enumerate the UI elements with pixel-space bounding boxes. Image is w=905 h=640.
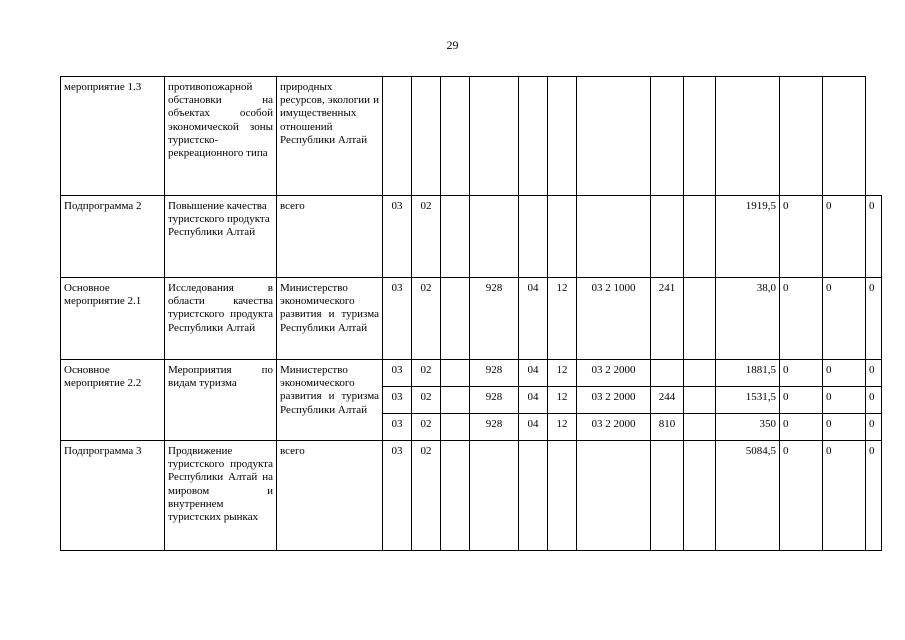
empty-cell bbox=[684, 414, 716, 441]
amount-cell: 1919,5 bbox=[716, 196, 780, 278]
value-cell: 0 bbox=[823, 196, 866, 278]
amount-cell bbox=[716, 77, 780, 196]
target-article-cell: 03 2 2000 bbox=[577, 360, 651, 387]
empty-cell bbox=[441, 196, 470, 278]
target-article-cell: 03 2 2000 bbox=[577, 414, 651, 441]
empty-cell bbox=[684, 278, 716, 360]
subsection-cell: 12 bbox=[548, 278, 577, 360]
subsection-cell bbox=[548, 441, 577, 551]
row-title: Повышение качества туристского продукта Республики Алтай bbox=[165, 196, 277, 278]
empty-cell bbox=[441, 441, 470, 551]
table-row bbox=[61, 77, 882, 196]
value-cell: 0 bbox=[780, 196, 823, 278]
table-row bbox=[61, 441, 882, 551]
rz-cell: 02 bbox=[412, 360, 441, 387]
amount-cell: 38,0 bbox=[716, 278, 780, 360]
rz-cell: 02 bbox=[412, 196, 441, 278]
value-cell: 0 bbox=[823, 360, 866, 387]
value-cell: 0 bbox=[866, 196, 882, 278]
target-article-cell: 03 2 1000 bbox=[577, 278, 651, 360]
target-article-cell bbox=[577, 77, 651, 196]
row-executor: Министерство экономического развития и туризма Республики Алтай bbox=[277, 278, 383, 360]
row-name: Основное мероприятие 2.1 bbox=[61, 278, 165, 360]
expense-type-cell bbox=[651, 360, 684, 387]
row-title: Исследования в области качества туристского продукта Республики Алтай bbox=[165, 278, 277, 360]
row-name: Подпрограмма 2 bbox=[61, 196, 165, 278]
section-cell bbox=[519, 77, 548, 196]
value-cell: 0 bbox=[823, 414, 866, 441]
value-cell: 0 bbox=[866, 441, 882, 551]
rz-cell bbox=[412, 77, 441, 196]
value-cell: 0 bbox=[780, 360, 823, 387]
grbs-cell bbox=[383, 77, 412, 196]
section-cell: 04 bbox=[519, 387, 548, 414]
table-row bbox=[61, 196, 882, 278]
row-title: Мероприятия по видам туризма bbox=[165, 360, 277, 441]
section-cell: 04 bbox=[519, 414, 548, 441]
value-cell: 0 bbox=[780, 414, 823, 441]
row-executor: всего bbox=[277, 441, 383, 551]
rz-cell: 02 bbox=[412, 278, 441, 360]
value-cell bbox=[780, 77, 823, 196]
empty-cell bbox=[441, 360, 470, 387]
subsection-cell: 12 bbox=[548, 360, 577, 387]
section-cell: 04 bbox=[519, 360, 548, 387]
rz-cell: 02 bbox=[412, 441, 441, 551]
empty-cell bbox=[441, 77, 470, 196]
code-cell bbox=[470, 77, 519, 196]
grbs-cell: 03 bbox=[383, 387, 412, 414]
section-cell: 04 bbox=[519, 278, 548, 360]
section-cell bbox=[519, 196, 548, 278]
expense-type-cell: 241 bbox=[651, 278, 684, 360]
empty-cell bbox=[441, 387, 470, 414]
value-cell: 0 bbox=[866, 360, 882, 387]
row-name: Подпрограмма 3 bbox=[61, 441, 165, 551]
code-cell: 928 bbox=[470, 278, 519, 360]
grbs-cell: 03 bbox=[383, 441, 412, 551]
value-cell: 0 bbox=[780, 441, 823, 551]
amount-cell: 350 bbox=[716, 414, 780, 441]
empty-cell bbox=[684, 196, 716, 278]
subsection-cell: 12 bbox=[548, 387, 577, 414]
rz-cell: 02 bbox=[412, 387, 441, 414]
target-article-cell bbox=[577, 196, 651, 278]
amount-cell: 1531,5 bbox=[716, 387, 780, 414]
subsection-cell: 12 bbox=[548, 414, 577, 441]
row-executor: всего bbox=[277, 196, 383, 278]
expense-type-cell bbox=[651, 441, 684, 551]
target-article-cell bbox=[577, 441, 651, 551]
value-cell bbox=[823, 77, 866, 196]
expense-type-cell: 244 bbox=[651, 387, 684, 414]
empty-cell bbox=[441, 414, 470, 441]
code-cell: 928 bbox=[470, 387, 519, 414]
empty-cell bbox=[684, 360, 716, 387]
row-name: Основное мероприятие 2.2 bbox=[61, 360, 165, 441]
code-cell: 928 bbox=[470, 360, 519, 387]
value-cell: 0 bbox=[866, 278, 882, 360]
row-executor: Министерство экономического развития и туризма Республики Алтай bbox=[277, 360, 383, 441]
subsection-cell bbox=[548, 196, 577, 278]
expense-type-cell bbox=[651, 196, 684, 278]
section-cell bbox=[519, 441, 548, 551]
amount-cell: 5084,5 bbox=[716, 441, 780, 551]
value-cell: 0 bbox=[780, 278, 823, 360]
subsection-cell bbox=[548, 77, 577, 196]
value-cell: 0 bbox=[823, 387, 866, 414]
empty-cell bbox=[684, 387, 716, 414]
rz-cell: 02 bbox=[412, 414, 441, 441]
table-row bbox=[61, 278, 882, 360]
expense-type-cell: 810 bbox=[651, 414, 684, 441]
page-number: 29 bbox=[446, 38, 459, 52]
value-cell: 0 bbox=[780, 387, 823, 414]
table-row bbox=[61, 360, 882, 387]
grbs-cell: 03 bbox=[383, 414, 412, 441]
code-cell: 928 bbox=[470, 414, 519, 441]
expense-type-cell bbox=[651, 77, 684, 196]
target-article-cell: 03 2 2000 bbox=[577, 387, 651, 414]
empty-cell bbox=[684, 77, 716, 196]
grbs-cell: 03 bbox=[383, 196, 412, 278]
value-cell: 0 bbox=[823, 278, 866, 360]
budget-table bbox=[60, 76, 882, 551]
code-cell bbox=[470, 196, 519, 278]
amount-cell: 1881,5 bbox=[716, 360, 780, 387]
code-cell bbox=[470, 441, 519, 551]
value-cell: 0 bbox=[823, 441, 866, 551]
value-cell: 0 bbox=[866, 387, 882, 414]
row-title: противопожарной обстановки на объектах особой экономической зоны туристско-рекреационного типа bbox=[165, 77, 277, 196]
row-executor: природных ресурсов, экологии и имущественных отношений Республики Алтай bbox=[277, 77, 383, 196]
grbs-cell: 03 bbox=[383, 278, 412, 360]
row-name: мероприятие 1.3 bbox=[61, 77, 165, 196]
row-title: Продвижение туристского продукта Республики Алтай на мировом и внутреннем туристских рынках bbox=[165, 441, 277, 551]
empty-cell bbox=[684, 441, 716, 551]
empty-cell bbox=[441, 278, 470, 360]
grbs-cell: 03 bbox=[383, 360, 412, 387]
value-cell: 0 bbox=[866, 414, 882, 441]
